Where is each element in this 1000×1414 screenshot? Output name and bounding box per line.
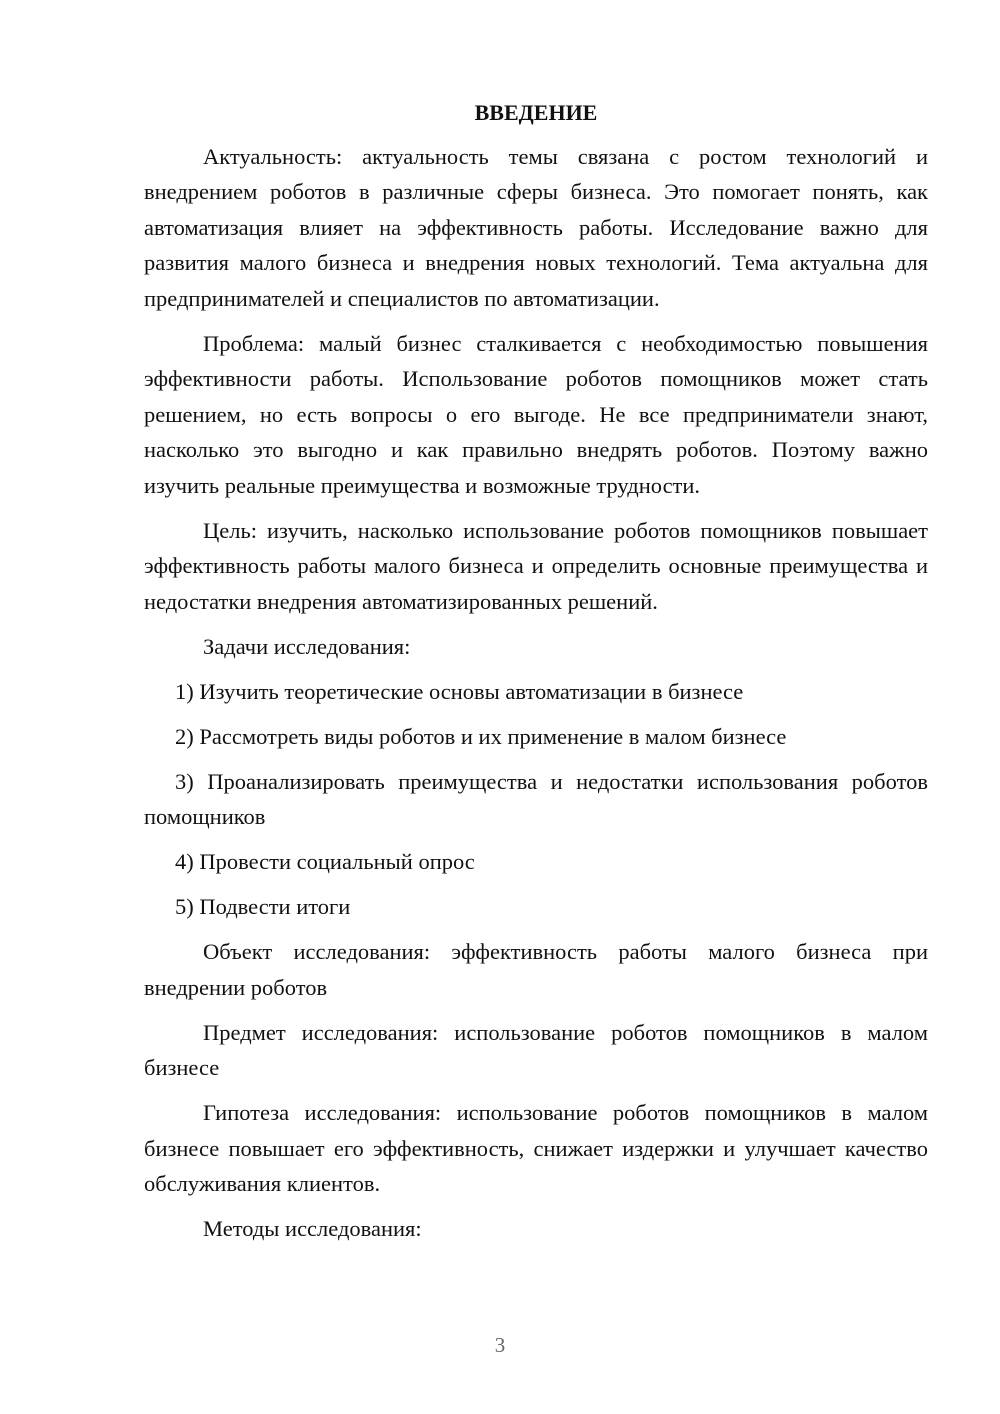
- task-item: 2) Рассмотреть виды роботов и их применение в малом бизнесе: [175, 723, 787, 749]
- task-item: 5) Подвести итоги: [175, 894, 351, 919]
- relevance-paragraph: Актуальность: актуальность темы связана с ростом технологий и внедрением роботов в различные сферы бизнеса. Это помогает понять, как автоматизация влияет на эффективность работы. Исследование важно для развития малого бизнеса и внедрения новых технологий. Тема актуальна для предпринимателей и специалистов по автоматизации.: [144, 143, 928, 311]
- page-number: 3: [494, 1333, 506, 1357]
- problem-paragraph: Проблема: малый бизнес сталкивается с необходимостью повышения эффективности работы. Использование роботов помощников может стать решением, но есть вопросы о его выгоде. Не все предприниматели знают, насколько это выгодно и как правильно внедрять роботов. Поэтому важно изучить реальные преимущества и возможные трудности.: [144, 330, 928, 498]
- object-paragraph: Объект исследования: эффективность работы малого бизнеса при внедрении роботов: [144, 939, 928, 1000]
- subject-paragraph: Предмет исследования: использование роботов помощников в малом бизнесе: [144, 1019, 928, 1080]
- methods-heading: Методы исследования:: [203, 1216, 422, 1241]
- hypothesis-paragraph: Гипотеза исследования: использование роботов помощников в малом бизнесе повышает его эффективность, снижает издержки и улучшает качество обслуживания клиентов.: [144, 1100, 928, 1196]
- goal-paragraph: Цель: изучить, насколько использование роботов помощников повышает эффективность работы малого бизнеса и определить основные преимущества и недостатки внедрения автоматизированных решений.: [144, 517, 928, 614]
- task-item: 1) Изучить теоретические основы автоматизации в бизнесе: [175, 678, 744, 704]
- tasks-heading: Задачи исследования:: [203, 633, 411, 659]
- page-content: [144, 95, 928, 1256]
- page-title: ВВЕДЕНИЕ: [474, 100, 598, 125]
- task-item: 4) Провести социальный опрос: [175, 849, 475, 874]
- task-item: 3) Проанализировать преимущества и недостатки использования роботов помощников: [144, 768, 928, 829]
